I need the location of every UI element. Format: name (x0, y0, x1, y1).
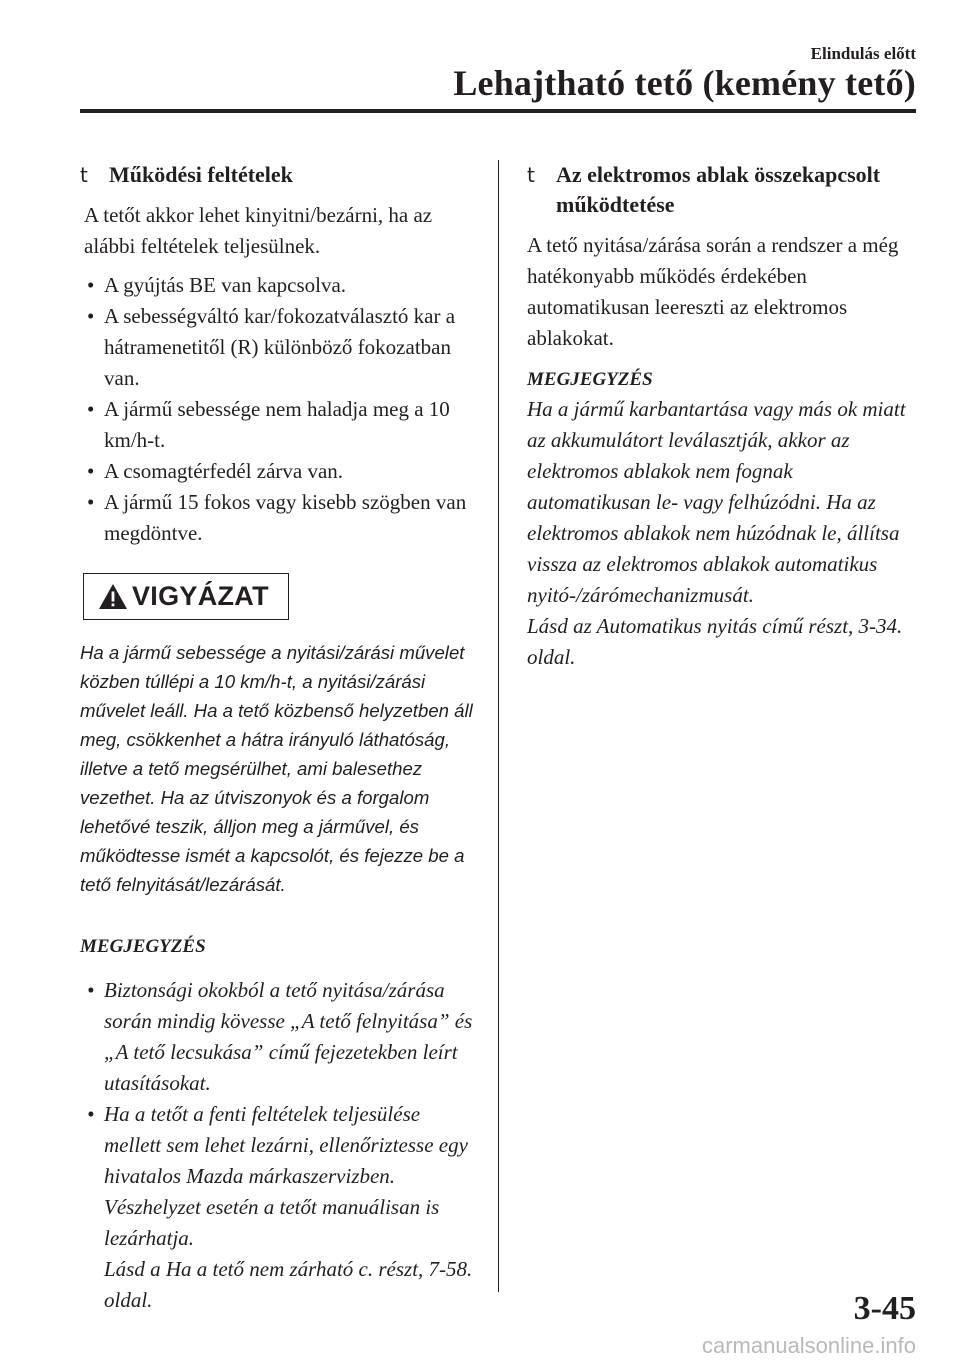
header-rule (80, 109, 916, 113)
list-item-text: A gyújtás BE van kapcsolva. (104, 273, 347, 297)
warning-triangle-icon (98, 583, 128, 610)
right-column (527, 160, 917, 673)
caution-box (83, 573, 289, 620)
bullet-icon: • (87, 978, 95, 1002)
left-column (80, 160, 476, 1316)
bullet-icon: • (87, 459, 95, 483)
list-item-text: A jármű sebessége nem haladja meg a 10 km/h-t. (104, 397, 450, 452)
list-item-text: A jármű 15 fokos vagy kisebb szögben van megdöntve. (104, 490, 467, 545)
power-window-body: A tető nyitása/zárása során a rendszer a még hatékonyabb működés érdekében automatikusan leereszti az elektromos ablakokat. (527, 233, 899, 350)
power-window-heading (527, 160, 917, 220)
section-marker-icon: t (527, 163, 535, 187)
list-item (84, 394, 476, 456)
bullet-icon: • (87, 273, 95, 297)
notes-list (80, 975, 476, 1316)
bullet-icon: • (87, 1102, 95, 1126)
list-item (84, 975, 476, 1099)
page-title: Lehajtható tető (kemény tető) (453, 63, 916, 103)
list-item (84, 270, 476, 301)
column-divider (498, 160, 499, 1292)
watermark: carmanualsonline.info (701, 1333, 916, 1358)
note-reference: Lásd a Ha a tető nem zárható c. részt, 7-58. oldal. (104, 1257, 473, 1312)
heading-text: Az elektromos ablak összekapcsolt működtetése (556, 162, 881, 217)
conditions-list (80, 270, 476, 549)
list-item-text: A csomagtérfedél zárva van. (104, 459, 344, 483)
section-marker-icon: t (80, 163, 88, 187)
list-item-text: Ha a tetőt a fenti feltételek teljesülése mellett sem lehet lezárni, ellenőriztesse egy hivatalos Mazda márkaszervizben. Vészhelyzet esetén a tetőt manuálisan is lezárhatja. (104, 1102, 468, 1250)
caution-text: Ha a jármű sebessége a nyitási/zárási művelet közben túllépi a 10 km/h-t, a nyitási/zárási művelet leáll. Ha a tető közbenső helyzetben áll meg, csökkenhet a hátra irányuló láthatóság, illetve a tető megsérülhet, ami balesethez vezethet. Ha az útviszonyok és a forgalom lehetővé teszik, álljon meg a járművel, és működtesse ismét a kapcsolót, és fejezze be a tető felnyitását/lezárását. (80, 642, 473, 895)
bullet-icon: • (87, 304, 95, 328)
list-item (84, 487, 476, 549)
list-item-text: Biztonsági okokból a tető nyitása/zárása során mindig kövesse „A tető felnyitása” és „A tető lecsukása” című fejezetekben leírt utasításokat. (104, 978, 473, 1095)
conditions-intro: A tetőt akkor lehet kinyitni/bezárni, ha az alábbi feltételek teljesülnek. (84, 203, 433, 258)
caution-label: VIGYÁZAT (132, 581, 269, 611)
list-item (84, 456, 476, 487)
page-number: 3-45 (853, 1290, 916, 1327)
power-window-note (527, 394, 917, 673)
note-reference: Lásd az Automatikus nyitás című részt, 3-34. oldal. (527, 614, 903, 669)
bullet-icon: • (87, 397, 95, 421)
heading-text: Működési feltételek (109, 162, 293, 187)
list-item-text: A sebességváltó kar/fokozatválasztó kar a hátramenetitől (R) különböző fokozatban van. (104, 304, 456, 390)
bullet-icon: • (87, 490, 95, 514)
list-item (84, 1099, 476, 1316)
list-item (84, 301, 476, 394)
note-label: MEGJEGYZÉS (527, 369, 653, 390)
header-section-label: Elindulás előtt (810, 44, 916, 63)
note-text: Ha a jármű karbantartása vagy más ok miatt az akkumulátort leválasztják, akkor az elektromos ablakok nem fognak automatikusan le- vagy felhúzódni. Ha az elektromos ablakok nem húzódnak le, állítsa vissza az elektromos ablakok automatikus nyitó-/zárómechanizmusát. (527, 397, 906, 607)
operating-conditions-heading (80, 160, 476, 190)
note-label: MEGJEGYZÉS (80, 936, 206, 957)
